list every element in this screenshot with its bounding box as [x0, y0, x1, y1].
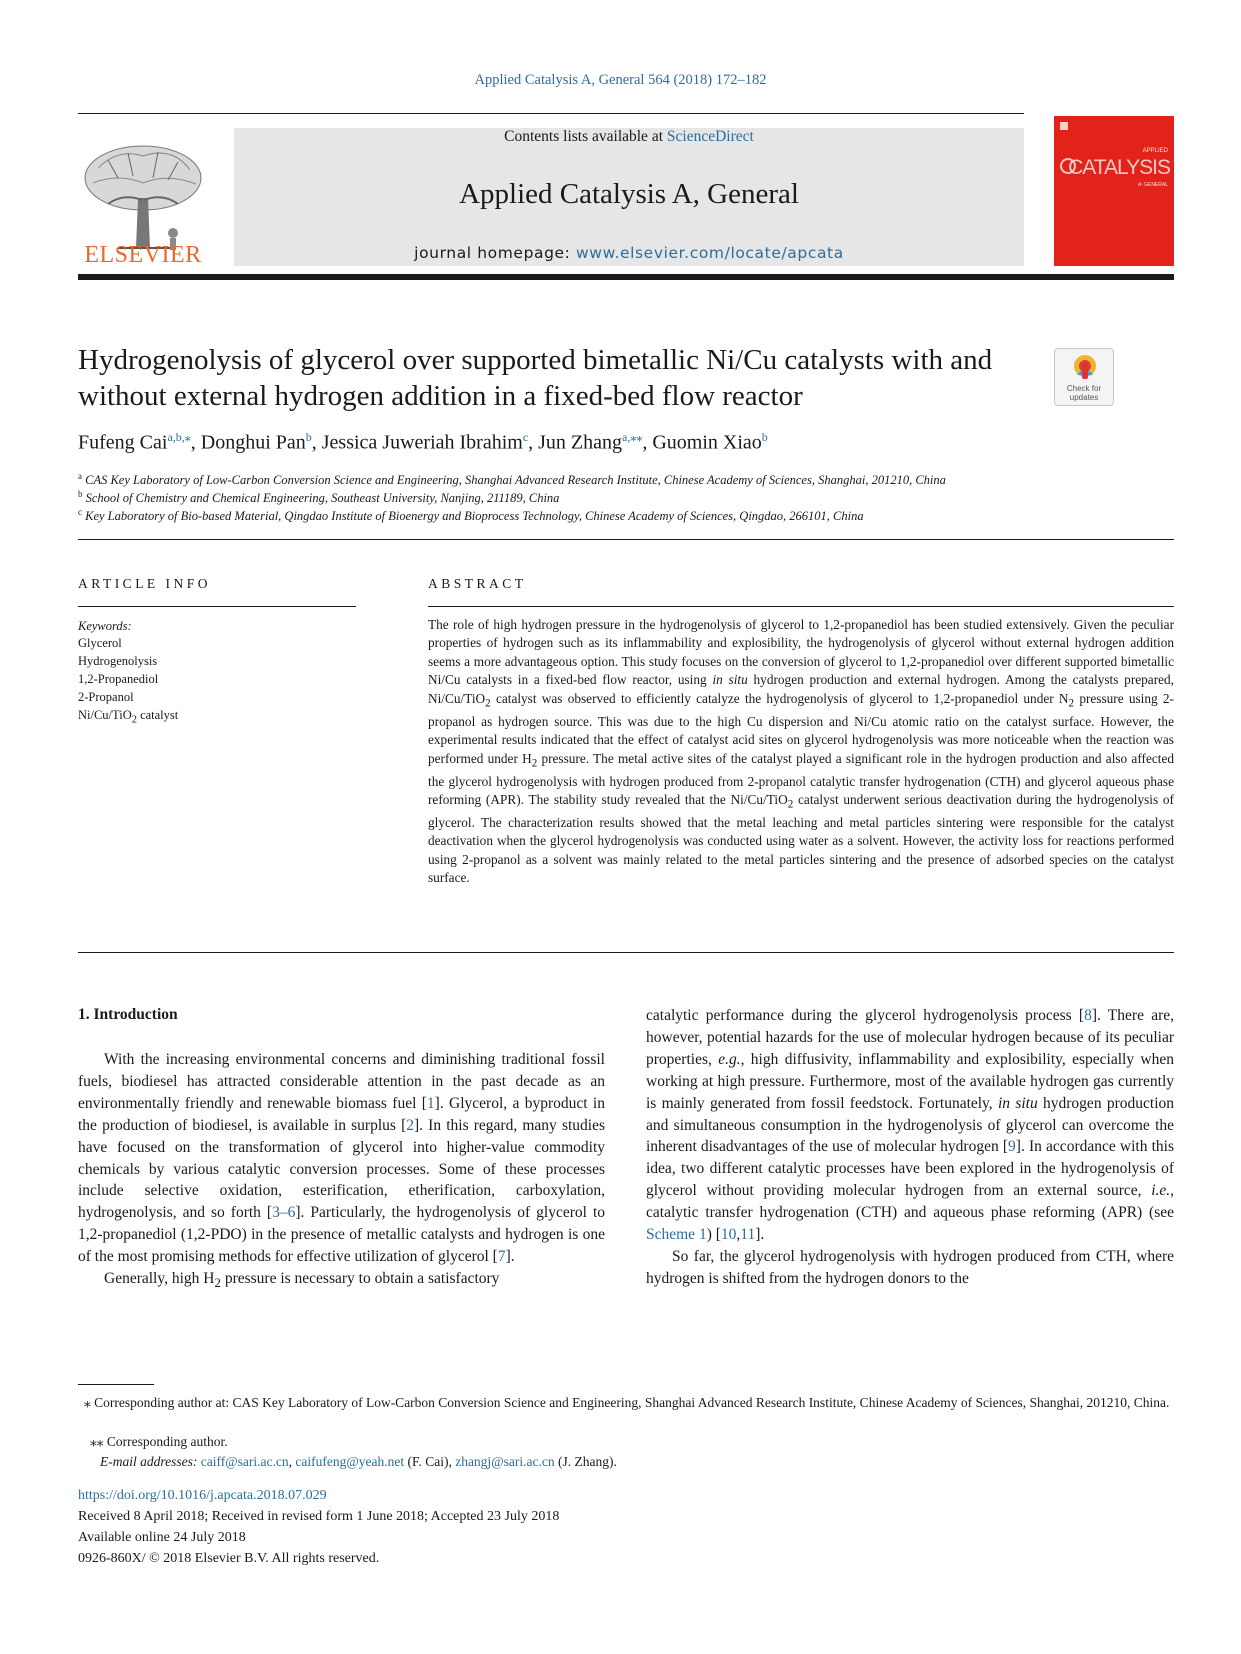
footnote-mark: ⁎⁎: [90, 1434, 104, 1449]
elsevier-wordmark[interactable]: ELSEVIER: [84, 242, 202, 268]
doi-link[interactable]: https://doi.org/10.1016/j.apcata.2018.07.029: [78, 1488, 327, 1503]
paragraph: [78, 1049, 605, 1268]
text-run: catalytic performance during the glycerol hydrogenolysis process [: [646, 1007, 1085, 1024]
text-run: ) [: [706, 1226, 721, 1244]
affiliation-text: CAS Key Laboratory of Low-Carbon Conversion Science and Engineering, Shanghai Advanced Research Institute, Chinese Academy of Sciences, Shanghai, 201210, China: [85, 473, 946, 488]
text-run: ,: [736, 1226, 741, 1244]
journal-cover-thumbnail[interactable]: [1054, 116, 1174, 266]
text-run: ]. In accordance with this idea, two different catalytic processes have been explored in the hydrogenolysis of glycerol without providing molecular hydrogen from an external source,: [646, 1138, 1174, 1200]
footnote-mark: ⁎: [84, 1395, 91, 1410]
author-name[interactable]: Fufeng Cai: [78, 431, 168, 454]
abstract-bottom-rule: [78, 952, 1174, 953]
contents-line: [234, 128, 1024, 146]
scheme-link[interactable]: Scheme 1: [646, 1226, 707, 1244]
citation-link[interactable]: 10: [720, 1226, 737, 1244]
author-affil-mark[interactable]: b: [305, 430, 312, 444]
abstract-body: [428, 616, 1174, 888]
footnote-text: Corresponding author at: CAS Key Laboratory of Low-Carbon Conversion Science and Engineering, Shanghai Advanced Research Institute, Chinese Academy of Sciences, Shanghai, 201210, China.: [90, 1395, 1170, 1410]
check-updates-icon: [1071, 353, 1099, 383]
article-info-rule: [78, 606, 356, 607]
section-heading-introduction: 1. Introduction: [78, 1006, 178, 1023]
abstract-segment: pressure. The metal active sites of the catalyst played a significant role in the hydrogen production and also affected the glycerol hydrogenolysis with hydrogen produced from 2-propanol catalytic transfer hydrogenation (CTH) and glycerol aqueous phase reforming (APR). The stability study revealed that the Ni/Cu/TiO: [428, 750, 1174, 807]
homepage-prefix: journal homepage:: [414, 244, 577, 262]
sciencedirect-link[interactable]: ScienceDirect: [666, 128, 754, 145]
text-run: ]. Glycerol, a byproduct in the production of biodiesel, is available in surplus [: [78, 1094, 605, 1134]
paragraph: [78, 1268, 605, 1294]
text-run: With the increasing environmental concerns and diminishing traditional fossil fuels, biodiesel has attracted considerable attention in the past decade as an environmentally friendly and renewable biomass fuel [: [78, 1051, 605, 1112]
abstract-heading: ABSTRACT: [428, 576, 527, 591]
abstract-segment: hydrogen production and external hydrogen. Among the catalysts prepared, Ni/Cu/TiO: [428, 672, 1174, 706]
journal-name: Applied Catalysis A, General: [459, 178, 799, 210]
keyword: Glycerol: [78, 636, 122, 650]
author-separator: ,: [528, 431, 539, 454]
journal-homepage: [234, 244, 1024, 262]
abstract-segment: catalyst was observed to efficiently catalyze the hydrogenolysis of glycerol to 1,2-propanediol under N: [490, 690, 1069, 706]
author-affil-mark[interactable]: c: [522, 430, 529, 444]
author-list: [78, 430, 1178, 455]
copyright-line: 0926-860X/ © 2018 Elsevier B.V. All rights reserved.: [78, 1551, 380, 1566]
citation-link[interactable]: 9: [1008, 1138, 1016, 1156]
email-link[interactable]: caifufeng@yeah.net: [295, 1454, 405, 1469]
author-name[interactable]: Guomin Xiao: [652, 431, 762, 454]
italic-run: in situ: [997, 1094, 1038, 1112]
keyword: 1,2-Propanediol: [78, 672, 159, 686]
contents-prefix: Contents lists available at: [504, 128, 667, 145]
email-link[interactable]: caiff@sari.ac.cn: [200, 1454, 289, 1469]
text-run: hydrogen production and simultaneous consumption in the hydrogenolysis of glycerol can overcome the inherent disadvantages of the use of molecular hydrogen [: [646, 1094, 1175, 1156]
email-link[interactable]: zhangj@sari.ac.cn: [455, 1454, 555, 1469]
paragraph: [646, 1005, 1174, 1246]
author-name[interactable]: Jessica Juweriah Ibrahim: [321, 431, 523, 454]
subscript: 2: [787, 798, 794, 811]
header-rule: [78, 113, 1024, 114]
affiliation-mark: a: [78, 471, 82, 481]
cover-title: CATALYSIS: [1068, 156, 1170, 179]
body-column-right: [646, 1005, 1174, 1290]
italic-run: i.e.: [1151, 1182, 1171, 1200]
author-affil-mark[interactable]: b: [761, 430, 768, 444]
keyword-part: Ni/Cu/TiO: [78, 708, 132, 722]
footnote-emails: [100, 1452, 617, 1472]
text-run: ].: [755, 1226, 765, 1244]
abstract-rule: [428, 606, 1174, 607]
text-run: (J. Zhang).: [554, 1454, 617, 1469]
subscript: 2: [485, 697, 491, 710]
abstract-segment: catalyst underwent serious deactivation during the hydrogenolysis of glycerol. The characterization results showed that the metal leaching and metal particles sintering were responsible for the catalyst deactivation when the glycerol hydrogenolysis was conducted using water as a solvent. However, the activity loss for reactions performed using 2-propanol as a solvent was mainly related to the metal particles sintering and the presence of adsorbed species on the catalyst surface.: [428, 791, 1174, 886]
text-run: , high diffusivity, inflammability and explosibility, especially when working at high pressure. Furthermore, most of the available hydrogen gas currently is mainly generated from fossil feedstock. Fortunately,: [646, 1050, 1174, 1112]
available-online-date: Available online 24 July 2018: [78, 1530, 246, 1545]
affiliation-b: [78, 489, 1178, 506]
citation-link[interactable]: 11: [740, 1226, 756, 1244]
received-dates: Received 8 April 2018; Received in revised form 1 June 2018; Accepted 23 July 2018: [78, 1509, 560, 1524]
abstract-segment: The role of high hydrogen pressure in the hydrogenolysis of glycerol to 1,2-propanediol has been studied extensively. Given the peculiar properties of hydrogen such as its inflammability and explosibility, the hydrogenolysis of glycerol without external hydrogen addition seems a more advantageous option. This study focuses on the conversion of glycerol to 1,2-propanediol over different supported bimetallic Ni/Cu catalysts in a fixed-bed flow reactor, using: [428, 617, 1174, 688]
text-run: pressure is necessary to obtain a satisfactory: [220, 1270, 500, 1288]
keywords-label: Keywords:: [78, 619, 132, 633]
text-run: ]. There are, however, potential hazards for the use of molecular hydrogen because of its peculiar properties,: [646, 1007, 1174, 1068]
citation-link[interactable]: 3–6: [272, 1204, 296, 1222]
abstract-segment: pressure using 2-propanol as hydrogen source. This was due to the high Cu dispersion and Ni/Cu atomic ratio on the catalyst surface. However, the experimental results indicated that the effect of catalyst acid sites on glycerol hydrogenolysis was more noticeable when the reaction was performed under H: [428, 690, 1174, 766]
check-for-updates-badge[interactable]: [1054, 348, 1114, 406]
cover-small-bottom: A: GENERAL: [1137, 182, 1168, 188]
italic-run: e.g.: [718, 1050, 741, 1068]
affiliation-mark: b: [78, 489, 83, 499]
body-column-left: [78, 1049, 605, 1294]
paragraph: So far, the glycerol hydrogenolysis with hydrogen produced from CTH, where hydrogen is shifted from the hydrogen donors to the: [646, 1247, 1174, 1287]
citation-link[interactable]: 7: [497, 1248, 506, 1266]
keyword: 2-Propanol: [78, 690, 134, 704]
author-separator: ,: [642, 431, 653, 454]
emails-label: E-mail addresses:: [100, 1454, 201, 1469]
author-separator: ,: [190, 431, 201, 454]
title-block-rule: [78, 539, 1174, 540]
subscript: 2: [1068, 697, 1075, 710]
affiliation-text: Key Laboratory of Bio-based Material, Qingdao Institute of Bioenergy and Bioprocess Technology, Chinese Academy of Sciences, Qingdao, 266101, China: [85, 509, 864, 524]
author-name[interactable]: Donghui Pan: [200, 431, 306, 454]
text-run: , catalytic transfer hydrogenation (CTH) and aqueous phase reforming (APR) (see: [646, 1182, 1174, 1222]
affiliation-text: School of Chemistry and Chemical Engineering, Southeast University, Nanjing, 211189, China: [85, 491, 560, 506]
footnote-text: Corresponding author.: [103, 1434, 228, 1449]
author-name[interactable]: Jun Zhang: [538, 431, 623, 454]
homepage-link[interactable]: www.elsevier.com/locate/apcata: [576, 244, 844, 262]
cover-mark-icon: [1060, 122, 1068, 130]
text-run: ,: [288, 1454, 296, 1469]
abstract-italic: in situ: [712, 672, 748, 688]
subscript: 2: [531, 757, 538, 770]
citation-link[interactable]: 8: [1084, 1007, 1092, 1024]
affiliation-c: [78, 507, 1178, 524]
text-run: ]. In this regard, many studies have focused on the transformation of glycerol into higher-value commodity chemicals by various catalytic conversion processes. Some of these processes include selective oxidation, esterification, etherification, carboxylation, hydrogenolysis, and so forth [: [78, 1116, 605, 1222]
text-run: ]. Particularly, the hydrogenolysis of glycerol to 1,2-propanediol (1,2-PDO) in the presence of metallic catalysts and hydrogen is one of the most promising methods for effective utilization of glycerol [: [78, 1204, 605, 1266]
footnote-corresponding-1: [78, 1393, 1174, 1413]
journal-citation[interactable]: Applied Catalysis A, General 564 (2018) 172–182: [474, 72, 767, 88]
author-separator: ,: [311, 431, 322, 454]
keyword: [78, 708, 178, 726]
text-run: (F. Cai),: [404, 1454, 456, 1469]
article-title: Hydrogenolysis of glycerol over supported bimetallic Ni/Cu catalysts with and without external hydrogen addition in a fixed-bed flow reactor: [78, 344, 993, 412]
affiliation-a: [78, 471, 1178, 488]
header-thick-rule: [78, 274, 1174, 280]
footnote-rule: [78, 1384, 154, 1385]
subscript: 2: [214, 1275, 221, 1291]
keyword-part: catalyst: [136, 708, 179, 722]
article-info-heading: ARTICLE INFO: [78, 576, 212, 591]
text-run: Generally, high H: [104, 1270, 215, 1288]
cover-small-top: APPLIED: [1142, 148, 1168, 154]
check-updates-label: Check for updates: [1066, 384, 1102, 402]
keyword: Hydrogenolysis: [78, 654, 158, 668]
affiliation-mark: c: [78, 507, 82, 517]
author-affil-mark[interactable]: a,⁎⁎: [622, 430, 643, 444]
citation-link[interactable]: 1: [426, 1094, 435, 1112]
author-affil-mark[interactable]: a,b,⁎: [167, 430, 191, 444]
citation-link[interactable]: 2: [406, 1116, 414, 1134]
keyword-subscript: 2: [131, 714, 137, 726]
text-run: ].: [505, 1248, 515, 1266]
footnote-corresponding-2: [90, 1432, 228, 1452]
